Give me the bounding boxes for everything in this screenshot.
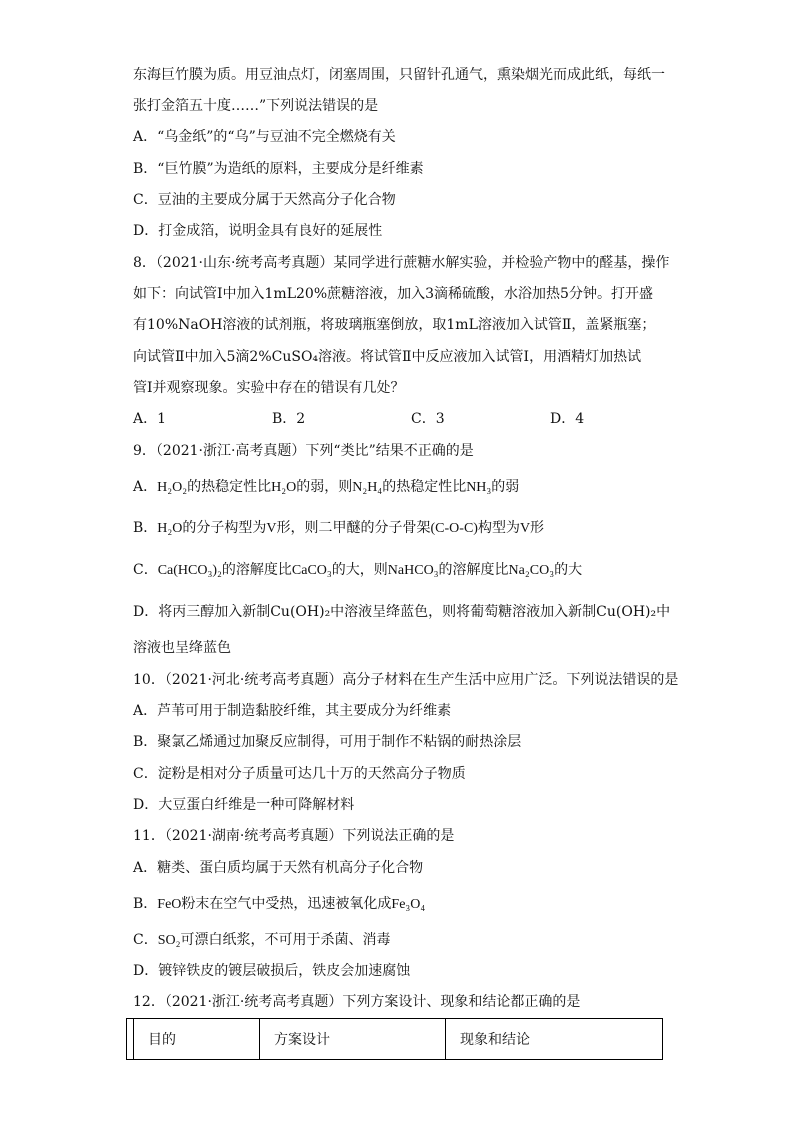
q10-option-a: A．芦苇可用于制造黏胶纤维，其主要成分为纤维素 — [133, 703, 452, 719]
table-header-design: 方案设计 — [260, 1019, 446, 1060]
q11-option-b — [133, 895, 425, 914]
q10-stem: 10．（2021·河北·统考高考真题）高分子材料在生产生活中应用广泛。下列说法错误的是 — [133, 672, 679, 688]
q11-option-b-text: FeO粉末在空气中受热，迅速被氧化成Fe₃O₄ — [157, 897, 426, 912]
q7-option-a: A．“乌金纸”的“乌”与豆油不完全燃烧有关 — [133, 129, 396, 145]
q7-option-b: B．“巨竹膜”为造纸的原料，主要成分是纤维素 — [133, 161, 424, 177]
q7-stem-line-2: 张打金箔五十度……”下列说法错误的是 — [133, 98, 379, 114]
q10-option-b: B．聚氯乙烯通过加聚反应制得，可用于制作不粘锅的耐热涂层 — [133, 734, 522, 750]
q11-option-d: D．镀锌铁皮的镀层破损后，铁皮会加速腐蚀 — [133, 963, 411, 979]
q7-option-d: D．打金成箔，说明金具有良好的延展性 — [133, 223, 383, 239]
q9-option-b — [133, 519, 544, 538]
q9-option-b-text: H₂O的分子构型为V形，则二甲醚的分子骨架(C-O-C)构型为V形 — [157, 521, 545, 536]
q8-stem-line-3: 有10%NaOH溶液的试剂瓶，将玻璃瓶塞倒放，取1mL溶液加入试管Ⅱ，盖紧瓶塞； — [133, 317, 656, 333]
q9-option-a-text: H₂O₂的热稳定性比H₂O的弱，则N₂H₄的热稳定性比NH₃的弱 — [157, 480, 520, 495]
q11-option-a: A．糖类、蛋白质均属于天然有机高分子化合物 — [133, 860, 424, 876]
q8-stem-line-4: 向试管Ⅱ中加入5滴2%CuSO₄溶液。将试管Ⅱ中反应液加入试管Ⅰ，用酒精灯加热试 — [133, 349, 642, 365]
q12-stem: 12．（2021·浙江·统考高考真题）下列方案设计、现象和结论都正确的是 — [133, 994, 581, 1010]
q8-stem-line-5: 管Ⅰ并观察现象。实验中存在的错误有几处？ — [133, 380, 405, 396]
q9-option-c-text: Ca(HCO₃)₂的溶解度比CaCO₃的大，则NaHCO₃的溶解度比Na₂CO₃的大 — [157, 563, 583, 578]
q11-stem: 11．（2021·湖南·统考高考真题）下列说法正确的是 — [133, 828, 455, 844]
q7-stem-line-1: 东海巨竹膜为质。用豆油点灯，闭塞周围，只留针孔通气，熏染烟光而成此纸，每纸一 — [133, 67, 665, 83]
q8-stem-line-1: 8．（2021·山东·统考高考真题）某同学进行蔗糖水解实验，并检验产物中的醛基，操作 — [133, 255, 670, 271]
q8-option-a: A．1 — [133, 411, 167, 427]
q9-option-d-line-1: D．将丙三醇加入新制Cu(OH)₂中溶液呈绛蓝色，则将葡萄糖溶液加入新制Cu(OH)₂中 — [133, 604, 671, 620]
table-header-purpose: 目的 — [134, 1019, 260, 1060]
q11-option-c-text: SO₂可漂白纸浆，不可用于杀菌、消毒 — [157, 933, 391, 948]
q9-option-b-letter: B． — [133, 520, 158, 536]
q9-stem: 9．（2021·浙江·高考真题）下列“类比”结果不正确的是 — [133, 443, 474, 459]
q7-option-c: C．豆油的主要成分属于天然高分子化合物 — [133, 192, 396, 208]
q8-stem-line-2: 如下：向试管Ⅰ中加入1mL20%蔗糖溶液，加入3滴稀硫酸，水浴加热5分钟。打开盛 — [133, 286, 653, 302]
q8-option-b: B．2 — [272, 411, 306, 427]
q10-option-c: C．淀粉是相对分子质量可达几十万的天然高分子物质 — [133, 766, 466, 782]
q12-table — [126, 1018, 663, 1060]
q9-option-c-letter: C． — [133, 562, 158, 578]
q8-option-d: D．4 — [550, 411, 585, 427]
q10-option-d: D．大豆蛋白纤维是一种可降解材料 — [133, 797, 355, 813]
q8-option-c: C．3 — [411, 411, 445, 427]
q11-option-c — [133, 931, 391, 950]
q8-options — [133, 410, 584, 428]
table-index-column — [127, 1019, 134, 1060]
table-header-result: 现象和结论 — [446, 1019, 663, 1060]
q9-option-a-letter: A． — [133, 479, 158, 495]
q11-option-b-letter: B． — [133, 896, 158, 912]
q9-option-d-line-2: 溶液也呈绛蓝色 — [133, 640, 231, 656]
table-header-row — [127, 1019, 663, 1060]
q9-option-c — [133, 561, 582, 580]
q9-option-a — [133, 478, 519, 497]
q11-option-c-letter: C． — [133, 932, 158, 948]
